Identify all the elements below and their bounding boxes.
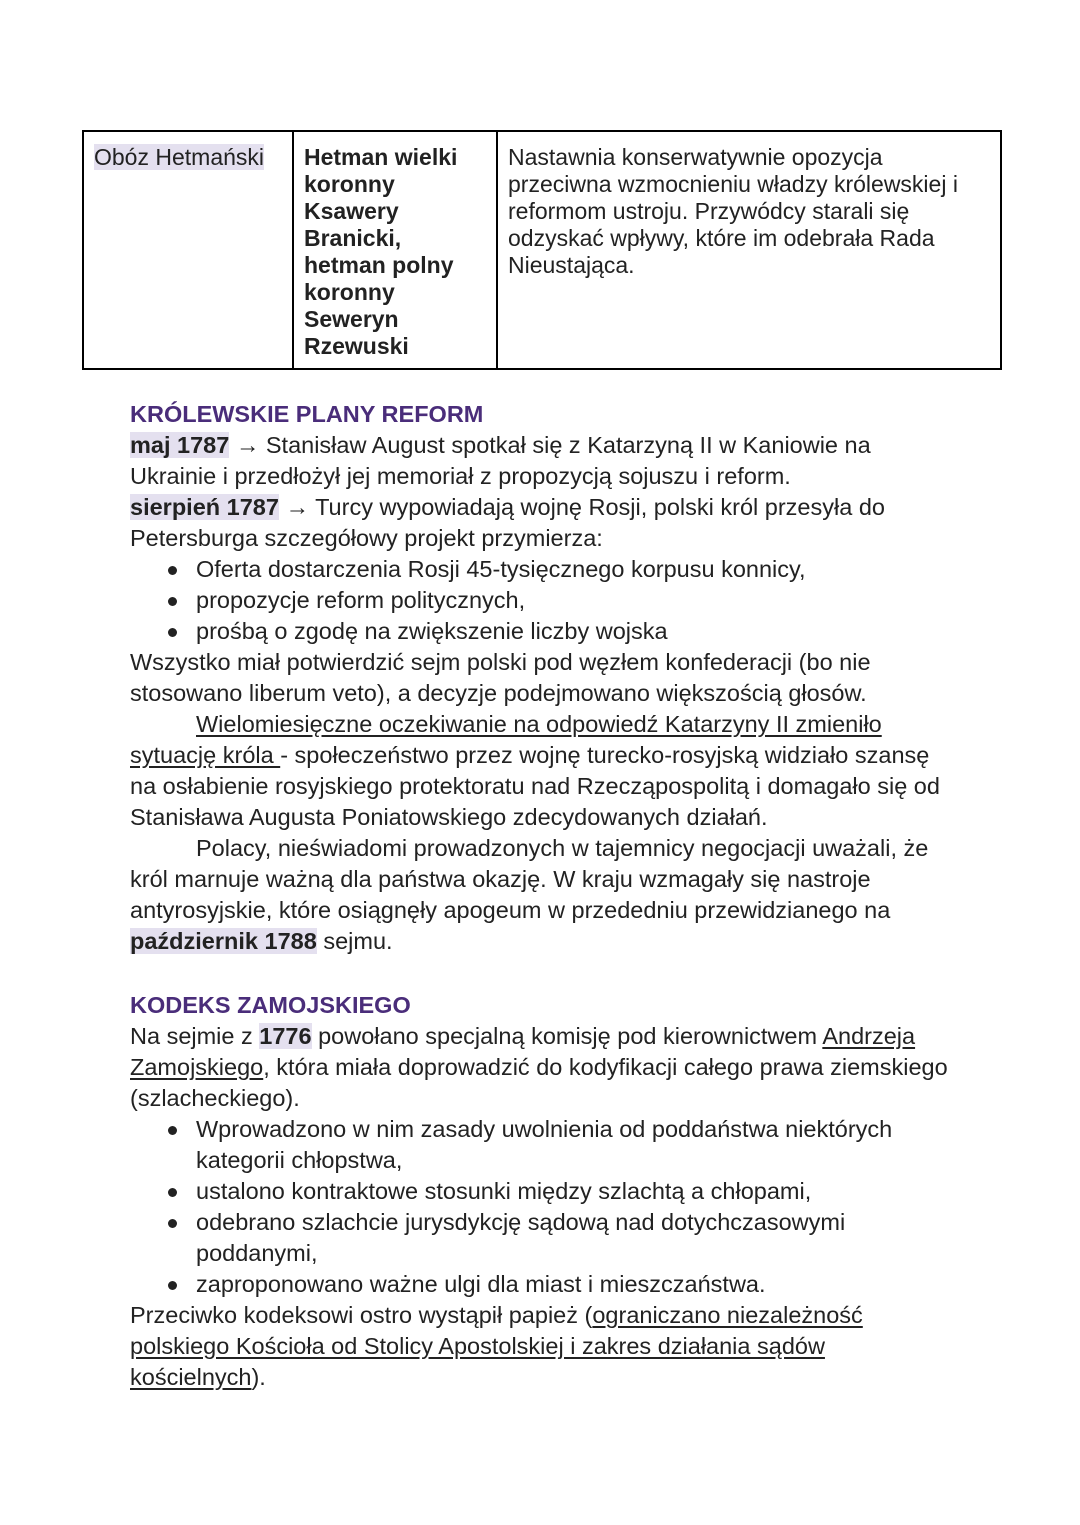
section-heading: KRÓLEWSKIE PLANY REFORM — [130, 401, 484, 427]
date-highlight: październik 1788 — [130, 928, 317, 954]
list-item: Wprowadzono w nim zasady uwolnienia od poddaństwa niektórych kategorii chłopstwa, — [196, 1114, 960, 1176]
date-highlight: maj 1787 — [130, 432, 230, 458]
camp-name: Obóz Hetmański — [94, 144, 265, 170]
paragraph — [130, 1300, 960, 1393]
zamoyski-codex-section — [130, 990, 960, 1393]
camp-name-cell — [83, 131, 293, 369]
section-heading: KODEKS ZAMOJSKIEGO — [130, 992, 411, 1018]
paragraph-text: → Stanisław August spotkał się z Katarzyną II w Kaniowie na Ukrainie i przedłożył jej memoriał z propozycją sojuszu i reform. — [130, 432, 871, 489]
paragraph — [130, 709, 960, 833]
leaders-line: koronny — [304, 279, 395, 305]
paragraph — [130, 833, 960, 957]
leaders-line: Seweryn — [304, 306, 399, 332]
bullet-list — [130, 554, 960, 647]
leaders-line: Rzewuski — [304, 333, 409, 359]
paragraph-text: sejmu. — [316, 928, 393, 954]
list-item: prośbą o zgodę na zwiększenie liczby wojska — [196, 616, 960, 647]
camp-description: Nastawnia konserwatywnie opozycja przeciwna wzmocnieniu władzy królewskiej i reformom ustroju. Przywódcy starali się odzyskać wpływy, które im odebrała Rada Nieustająca. — [508, 144, 958, 278]
paragraph-text: Przeciwko kodeksowi ostro wystąpił papież ( — [130, 1302, 593, 1328]
paragraph-text: → Turcy wypowiadają wojnę Rosji, polski król przesyła do Petersburga szczegółowy projekt przymierza: — [130, 494, 885, 551]
date-highlight: sierpień 1787 — [130, 494, 279, 520]
royal-reform-plans-section — [130, 399, 960, 957]
underlined-text: ograniczano niezależność polskiego Kościoła od Stolicy Apostolskiej i zakres działania sądów kościelnych — [130, 1302, 863, 1390]
bullet-list — [130, 1114, 960, 1300]
camp-leaders-cell — [293, 131, 497, 369]
camps-table — [82, 130, 1002, 370]
list-item: ustalono kontraktowe stosunki między szlachtą a chłopami, — [196, 1176, 960, 1207]
underlined-text: Wielomiesięczne oczekiwanie na odpowiedź Katarzyny II zmieniło sytuację króla — [130, 711, 882, 768]
list-item: odebrano szlachcie jurysdykcję sądową nad dotychczasowymi poddanymi, — [196, 1207, 960, 1269]
list-item: zaproponowano ważne ulgi dla miast i mieszczaństwa. — [196, 1269, 960, 1300]
table-row — [83, 131, 1001, 369]
paragraph-text: Na sejmie z — [130, 1023, 260, 1049]
paragraph: Wszystko miał potwierdzić sejm polski pod węzłem konfederacji (bo nie stosowano liberum veto), a decyzje podejmowano większością głosów. — [130, 649, 871, 706]
paragraph — [130, 1021, 960, 1114]
paragraph-text: - społeczeństwo przez wojnę turecko-rosyjską widziało szansę na osłabienie rosyjskiego protektoratu nad Rzecząpospolitą i domagało się od Stanisława Augusta Poniatowskiego zdecydowanych działań. — [130, 742, 940, 830]
date-highlight: 1776 — [259, 1023, 312, 1049]
leaders-line: Hetman wielki — [304, 144, 458, 170]
list-item: Oferta dostarczenia Rosji 45-tysięcznego korpusu konnicy, — [196, 554, 960, 585]
leaders-line: koronny — [304, 171, 395, 197]
paragraph — [130, 492, 960, 554]
leaders-line: hetman polny — [304, 252, 454, 278]
camp-description-cell — [497, 131, 1001, 369]
paragraph-text: powołano specjalną komisję pod kierownictwem — [311, 1023, 823, 1049]
paragraph — [130, 430, 960, 492]
paragraph-text: ). — [251, 1364, 266, 1390]
paragraph-text: Polacy, nieświadomi prowadzonych w tajemnicy negocjacji uważali, że król marnuje ważną dla państwa okazję. W kraju wzmagały się nastroje antyrosyjskie, które osiągnęły apogeum w przededniu przewidzianego na — [130, 835, 929, 923]
list-item: propozycje reform politycznych, — [196, 585, 960, 616]
leaders-line: Branicki, — [304, 225, 402, 251]
leaders-line: Ksawery — [304, 198, 399, 224]
paragraph-text: , która miała doprowadzić do kodyfikacji całego prawa ziemskiego (szlacheckiego). — [130, 1054, 948, 1111]
person-name: Andrzeja Zamojskiego — [130, 1023, 916, 1080]
